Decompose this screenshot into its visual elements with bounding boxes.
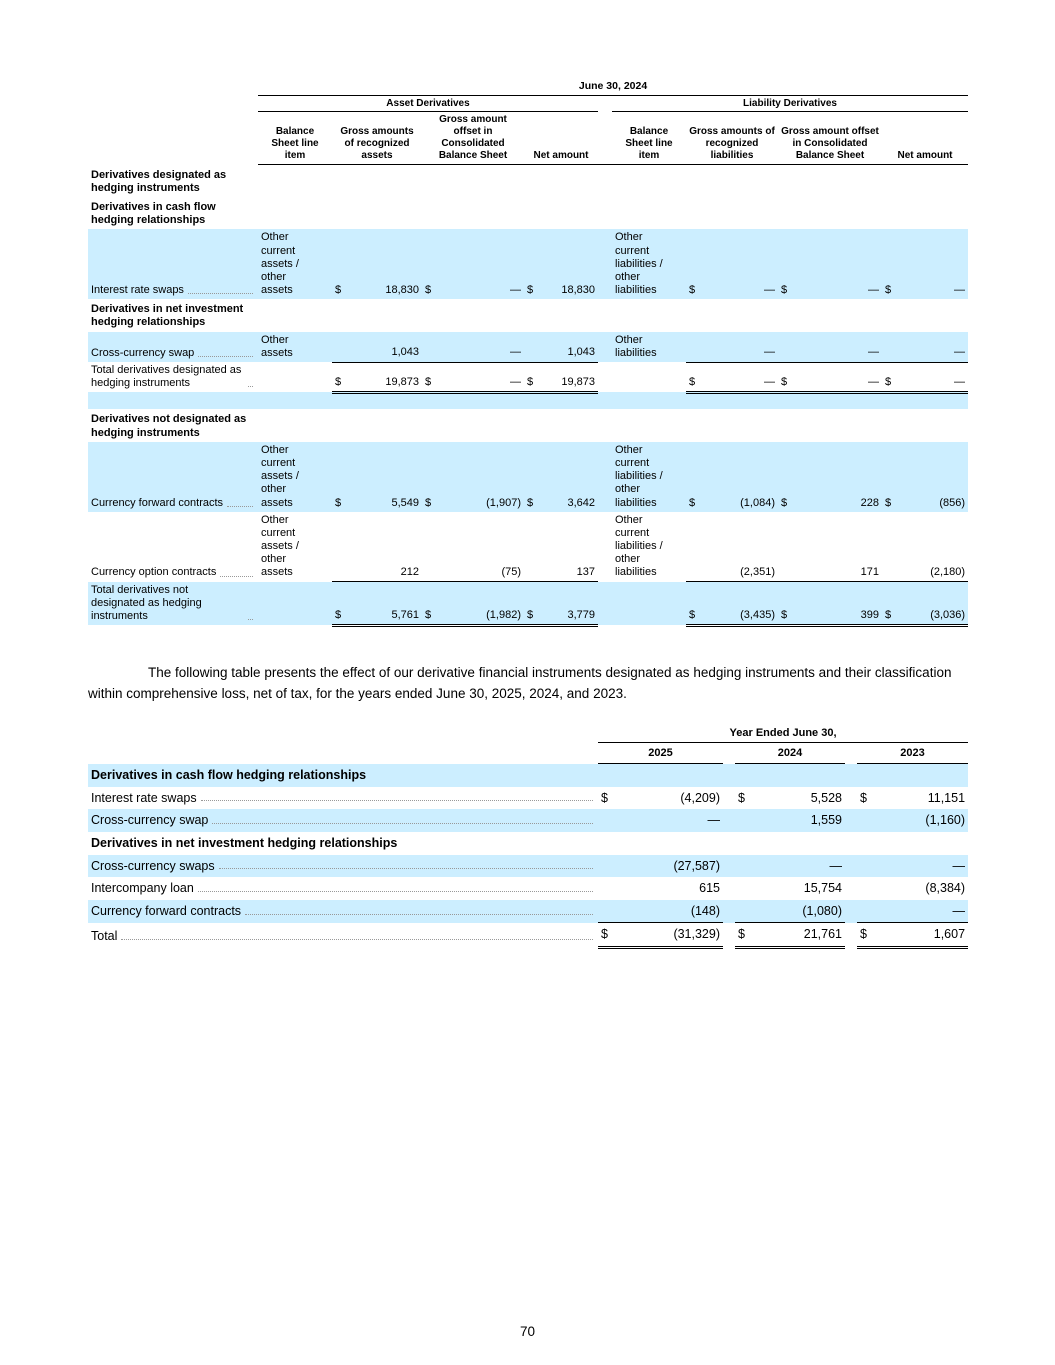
table-row-interest-rate-swaps — [88, 787, 968, 810]
dollar-sign: $ — [781, 496, 788, 509]
row-label: Total — [88, 923, 598, 948]
cell-value: 5,761 — [391, 608, 419, 621]
cell-value: 3,642 — [567, 496, 595, 509]
asset-balance-sheet-item — [258, 362, 332, 392]
liability-balance-sheet-item — [612, 362, 686, 392]
asset-offset-cell — [422, 582, 524, 626]
table-row — [88, 78, 968, 95]
spacer-cell — [598, 332, 612, 362]
cell-value: 615 — [699, 881, 720, 896]
value-2024 — [735, 923, 845, 948]
row-label: Interest rate swaps — [88, 787, 598, 810]
liability-net-cell — [882, 442, 968, 512]
value-2023 — [857, 787, 968, 810]
row-label: Intercompany loan — [88, 877, 598, 900]
value-2023 — [857, 877, 968, 900]
asset-net-cell — [524, 442, 598, 512]
column-header-2024: 2024 — [735, 743, 845, 764]
table-row — [88, 764, 968, 787]
dollar-sign: $ — [689, 284, 696, 297]
spacer-cell — [723, 809, 735, 832]
row-label: Cross-currency swaps — [88, 855, 598, 878]
column-header-net-amount: Net amount — [882, 112, 968, 164]
cell-value: — — [829, 858, 842, 873]
liability-gross-cell — [686, 442, 778, 512]
asset-offset-cell — [422, 362, 524, 392]
dollar-sign: $ — [860, 790, 867, 805]
table-row-cross-currency-swap — [88, 332, 968, 362]
spacer-cell — [723, 787, 735, 810]
cell-value: — — [764, 375, 775, 388]
dotted-leader — [201, 800, 593, 801]
table-row-currency-forward-contracts — [88, 442, 968, 512]
column-header-2025: 2025 — [598, 743, 723, 764]
cell-value: 1,559 — [810, 813, 842, 828]
asset-gross-cell — [332, 512, 422, 582]
section-header-designated: Derivatives designated as hedging instruments — [91, 168, 227, 194]
table-row — [88, 95, 968, 112]
dollar-sign: $ — [860, 927, 867, 942]
row-label: Currency option contracts — [88, 512, 258, 582]
dotted-leader — [248, 386, 253, 387]
column-header-gross-offset: Gross amount offset in Consolidated Balance Sheet — [778, 112, 882, 164]
dollar-sign: $ — [601, 927, 608, 942]
cell-value: — — [954, 284, 966, 297]
cell-value: — — [510, 346, 521, 359]
dollar-sign: $ — [738, 790, 745, 805]
dotted-leader — [198, 891, 593, 892]
spacer-cell — [723, 743, 735, 764]
cell-value: 171 — [860, 565, 879, 578]
cell-value: 21,761 — [803, 927, 842, 942]
spacer-cell — [845, 900, 857, 923]
cell-value: (1,907) — [486, 496, 521, 509]
asset-gross-cell — [332, 332, 422, 362]
dollar-sign: $ — [527, 608, 534, 621]
value-2024 — [735, 900, 845, 923]
empty-cell — [88, 112, 258, 164]
liability-offset-cell — [778, 512, 882, 582]
cell-value: (3,435) — [740, 608, 775, 621]
dollar-sign: $ — [738, 927, 745, 942]
asset-balance-sheet-item: Other assets — [261, 333, 293, 359]
asset-gross-cell — [332, 229, 422, 299]
dollar-sign: $ — [335, 608, 342, 621]
body-paragraph: The following table presents the effect of our derivative financial instruments designated as hedging instruments and their classification within comprehensive loss, net of tax, for the years ended June 30, 2025, 2024, and 2023. — [88, 664, 952, 701]
liability-gross-cell — [686, 582, 778, 626]
table-row-currency-option-contracts — [88, 512, 968, 582]
row-label: Cross-currency swap — [88, 332, 258, 362]
cell-value: — — [868, 375, 879, 388]
asset-net-cell — [524, 582, 598, 626]
liability-balance-sheet-item: Other current liabilities / other liabilities — [615, 443, 663, 509]
liability-net-cell — [882, 332, 968, 362]
table-row-cross-currency-swap — [88, 809, 968, 832]
value-2024 — [735, 787, 845, 810]
cell-value: 15,754 — [803, 881, 842, 896]
empty-cell — [88, 95, 258, 112]
asset-balance-sheet-item: Other current assets / other assets — [261, 231, 299, 297]
dollar-sign: $ — [335, 375, 342, 388]
asset-balance-sheet-item — [258, 582, 332, 626]
liability-balance-sheet-item: Other current liabilities / other liabilities — [615, 513, 663, 579]
liability-derivatives-group-header: Liability Derivatives — [612, 95, 968, 112]
table-row-cross-currency-swaps — [88, 855, 968, 878]
cell-value: — — [954, 375, 966, 388]
column-header-net-amount: Net amount — [524, 112, 598, 164]
dollar-sign: $ — [527, 375, 534, 388]
value-2025 — [598, 877, 723, 900]
table-row — [88, 723, 968, 743]
dollar-sign: $ — [689, 375, 696, 388]
cell-value: — — [764, 346, 775, 359]
liability-net-cell — [882, 582, 968, 626]
value-2025 — [598, 787, 723, 810]
value-2025 — [598, 900, 723, 923]
liability-gross-cell — [686, 512, 778, 582]
liability-net-cell — [882, 229, 968, 299]
cell-value: 1,043 — [567, 346, 595, 359]
dollar-sign: $ — [527, 496, 534, 509]
dotted-leader — [212, 823, 593, 824]
spacer-cell — [723, 877, 735, 900]
cell-value: — — [952, 903, 966, 918]
liability-offset-cell — [778, 582, 882, 626]
liability-net-cell — [882, 512, 968, 582]
asset-net-cell — [524, 229, 598, 299]
derivative-offset-table — [88, 78, 968, 627]
cell-value: (31,329) — [673, 927, 720, 942]
value-2024 — [735, 877, 845, 900]
column-header-gross-offset: Gross amount offset in Consolidated Balance Sheet — [422, 112, 524, 164]
liability-offset-cell — [778, 332, 882, 362]
cell-value: (148) — [690, 903, 720, 918]
section-header-net-investment: Derivatives in net investment hedging relationships — [91, 835, 398, 850]
cell-value: 18,830 — [385, 284, 419, 297]
cell-value: 18,830 — [561, 284, 595, 297]
row-label: Currency forward contracts — [88, 900, 598, 923]
column-header-gross-liabilities: Gross amounts of recognized liabilities — [686, 112, 778, 164]
table-row — [88, 112, 968, 164]
value-2025 — [598, 855, 723, 878]
dollar-sign: $ — [425, 608, 432, 621]
table-row — [88, 164, 968, 197]
spacer-cell — [723, 855, 735, 878]
liability-offset-cell — [778, 229, 882, 299]
dollar-sign: $ — [781, 608, 788, 621]
asset-balance-sheet-item: Other current assets / other assets — [261, 443, 299, 509]
table-title: June 30, 2024 — [258, 78, 968, 95]
row-label: Currency forward contracts — [88, 442, 258, 512]
cell-value: (1,982) — [486, 608, 521, 621]
cell-value: — — [510, 375, 521, 388]
dotted-leader — [220, 576, 253, 577]
spacer-cell — [845, 855, 857, 878]
dollar-sign: $ — [689, 496, 696, 509]
cell-value: (75) — [501, 565, 521, 578]
asset-offset-cell — [422, 332, 524, 362]
cell-value: — — [868, 284, 879, 297]
cell-value: 137 — [576, 565, 595, 578]
table-row-intercompany-loan — [88, 877, 968, 900]
cell-value: 5,549 — [391, 496, 419, 509]
table-row — [88, 409, 968, 441]
cell-value: (856) — [939, 496, 966, 509]
asset-offset-cell — [422, 512, 524, 582]
spacer-cell — [598, 229, 612, 299]
liability-offset-cell — [778, 362, 882, 392]
dollar-sign: $ — [781, 284, 788, 297]
table-row — [88, 197, 968, 229]
section-header-not-designated: Derivatives not designated as hedging instruments — [91, 413, 247, 439]
empty-cell — [88, 723, 598, 743]
spacer-cell — [598, 582, 612, 626]
value-2024 — [735, 855, 845, 878]
cell-value: (1,080) — [802, 903, 842, 918]
dotted-leader — [198, 356, 253, 357]
value-2023 — [857, 923, 968, 948]
dotted-leader — [219, 868, 593, 869]
table-row-total — [88, 923, 968, 948]
derivative-oci-table — [88, 723, 968, 950]
cell-value: 1,607 — [933, 927, 966, 942]
cell-value: — — [707, 813, 720, 828]
dollar-sign: $ — [527, 284, 534, 297]
cell-value: (8,384) — [925, 881, 966, 896]
dollar-sign: $ — [885, 284, 892, 297]
value-2025 — [598, 809, 723, 832]
table-title: Year Ended June 30, — [598, 723, 968, 743]
spacer-cell — [845, 877, 857, 900]
cell-value: (1,160) — [925, 813, 966, 828]
cell-value: — — [764, 284, 775, 297]
cell-value: — — [952, 858, 966, 873]
spacer-cell — [598, 95, 612, 112]
table-row-blank — [88, 392, 968, 409]
row-label: Total derivatives not designated as hedging instruments — [88, 582, 258, 626]
column-header-2023: 2023 — [857, 743, 968, 764]
dollar-sign: $ — [601, 790, 608, 805]
dollar-sign: $ — [425, 496, 432, 509]
row-label: Interest rate swaps — [88, 229, 258, 299]
cell-value: (4,209) — [680, 790, 720, 805]
value-2023 — [857, 809, 968, 832]
asset-net-cell — [524, 362, 598, 392]
asset-net-cell — [524, 512, 598, 582]
dotted-leader — [121, 939, 593, 940]
asset-balance-sheet-item: Other current assets / other assets — [261, 513, 299, 579]
asset-gross-cell — [332, 362, 422, 392]
blank-cell — [88, 392, 968, 409]
spacer-cell — [598, 112, 612, 164]
cell-value: (2,351) — [740, 565, 775, 578]
cell-value: (1,084) — [740, 496, 775, 509]
value-2024 — [735, 809, 845, 832]
spacer-cell — [723, 923, 735, 948]
row-label: Total derivatives designated as hedging instruments — [88, 362, 258, 392]
spacer-cell — [845, 787, 857, 810]
dollar-sign: $ — [689, 608, 696, 621]
table-row-total-not-designated — [88, 582, 968, 626]
table-row-total-designated — [88, 362, 968, 392]
cell-value: — — [510, 284, 521, 297]
spacer-cell — [598, 512, 612, 582]
dotted-leader — [188, 293, 253, 294]
cell-value: 1,043 — [391, 346, 419, 359]
value-2023 — [857, 855, 968, 878]
spacer-cell — [598, 362, 612, 392]
cell-value: — — [954, 346, 966, 359]
dotted-leader — [248, 619, 253, 620]
cell-value: 19,873 — [385, 375, 419, 388]
cell-value: 228 — [860, 496, 879, 509]
liability-net-cell — [882, 362, 968, 392]
dollar-sign: $ — [885, 375, 892, 388]
table-row — [88, 299, 968, 331]
dollar-sign: $ — [335, 284, 342, 297]
liability-gross-cell — [686, 229, 778, 299]
liability-gross-cell — [686, 332, 778, 362]
liability-offset-cell — [778, 442, 882, 512]
cell-value: 5,528 — [810, 790, 842, 805]
dollar-sign: $ — [781, 375, 788, 388]
cell-value: 3,779 — [567, 608, 595, 621]
dollar-sign: $ — [425, 375, 432, 388]
cell-value: (3,036) — [930, 608, 966, 621]
table-row-interest-rate-swaps — [88, 229, 968, 299]
dollar-sign: $ — [885, 608, 892, 621]
cell-value: 212 — [400, 565, 419, 578]
empty-cell — [88, 78, 258, 95]
asset-derivatives-group-header: Asset Derivatives — [258, 95, 598, 112]
liability-gross-cell — [686, 362, 778, 392]
column-header-balance-sheet-item: Balance Sheet line item — [258, 112, 332, 164]
spacer-cell — [845, 809, 857, 832]
dollar-sign: $ — [885, 496, 892, 509]
column-header-balance-sheet-item: Balance Sheet line item — [612, 112, 686, 164]
row-label: Cross-currency swap — [88, 809, 598, 832]
cell-value: (27,587) — [673, 858, 720, 873]
spacer-cell — [845, 743, 857, 764]
empty-cell — [88, 743, 598, 764]
cell-value: 399 — [860, 608, 879, 621]
dollar-sign: $ — [425, 284, 432, 297]
column-header-gross-assets: Gross amounts of recognized assets — [332, 112, 422, 164]
asset-gross-cell — [332, 442, 422, 512]
spacer-cell — [598, 442, 612, 512]
spacer-cell — [723, 900, 735, 923]
table-row — [88, 832, 968, 855]
cell-value: 19,873 — [561, 375, 595, 388]
spacer-cell — [845, 923, 857, 948]
dotted-leader — [245, 914, 593, 915]
cell-value: 11,151 — [927, 790, 966, 805]
liability-balance-sheet-item — [612, 582, 686, 626]
dotted-leader — [227, 506, 253, 507]
asset-gross-cell — [332, 582, 422, 626]
page-number: 70 — [519, 1324, 536, 1339]
value-2023 — [857, 900, 968, 923]
section-header-net-investment: Derivatives in net investment hedging relationships — [91, 303, 244, 329]
dollar-sign: $ — [335, 496, 342, 509]
cell-value: (2,180) — [930, 565, 966, 578]
asset-net-cell — [524, 332, 598, 362]
asset-offset-cell — [422, 442, 524, 512]
asset-offset-cell — [422, 229, 524, 299]
section-header-cash-flow: Derivatives in cash flow hedging relationships — [91, 768, 367, 783]
liability-balance-sheet-item: Other liabilities — [615, 333, 657, 359]
cell-value: — — [868, 346, 879, 359]
table-row-currency-forward-contracts — [88, 900, 968, 923]
liability-balance-sheet-item: Other current liabilities / other liabilities — [615, 231, 663, 297]
value-2025 — [598, 923, 723, 948]
section-header-cash-flow: Derivatives in cash flow hedging relationships — [91, 200, 216, 227]
table-row — [88, 743, 968, 764]
